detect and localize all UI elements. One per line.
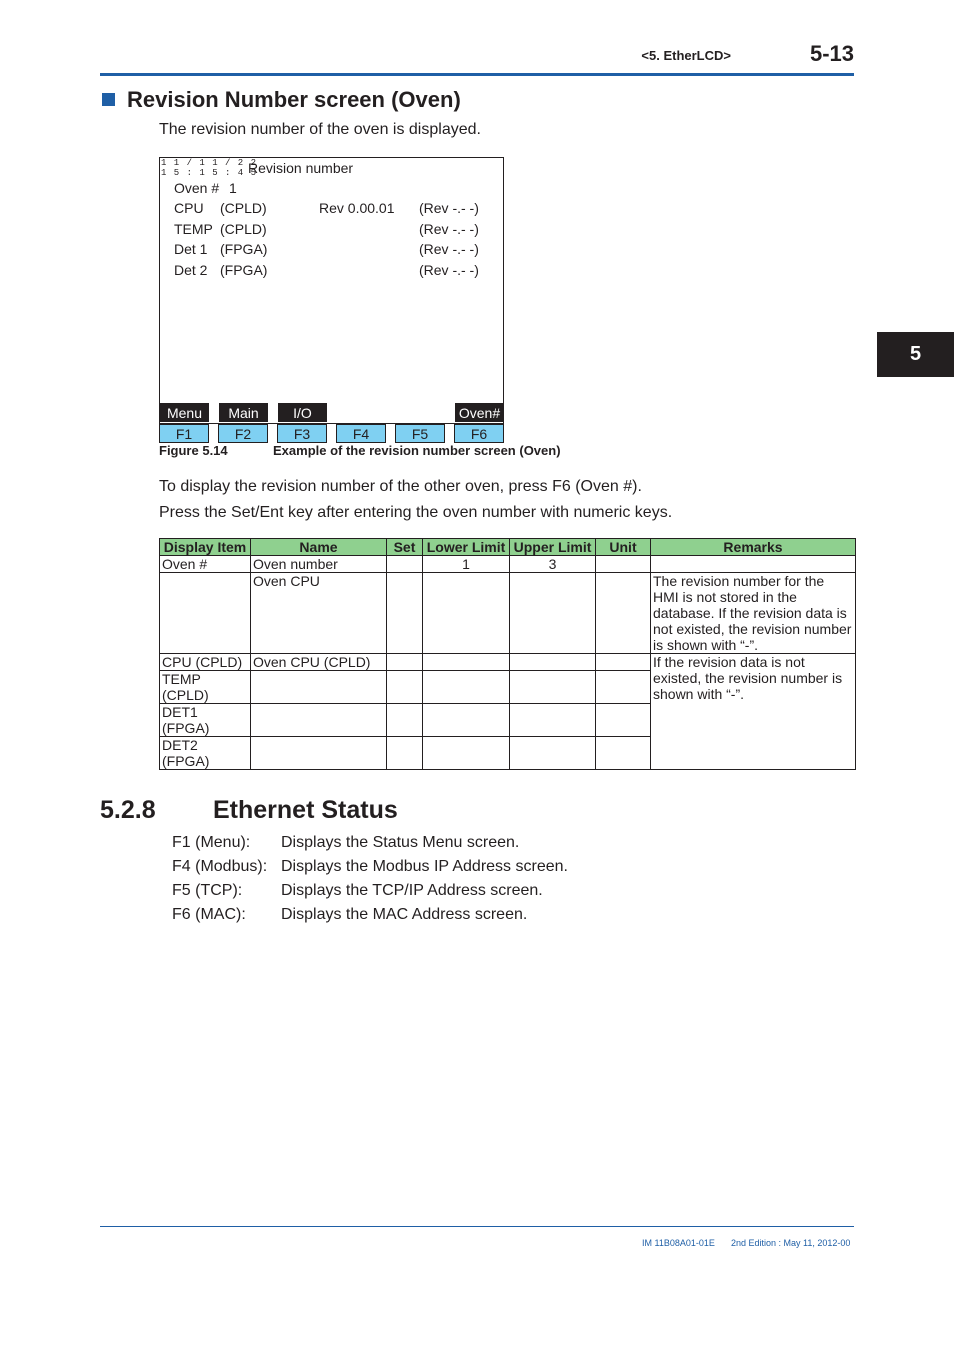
table-cell: Oven CPU (CPLD) bbox=[251, 654, 387, 671]
table-cell bbox=[387, 671, 423, 704]
table-cell bbox=[387, 654, 423, 671]
oven-value: 1 bbox=[229, 180, 237, 196]
table-row bbox=[160, 573, 856, 654]
footer-edition: 2nd Edition : May 11, 2012-00 bbox=[731, 1238, 851, 1248]
table-cell bbox=[387, 556, 423, 573]
screen-row-name: TEMP bbox=[174, 221, 213, 237]
table-cell: Oven # bbox=[160, 556, 251, 573]
table-cell bbox=[651, 556, 856, 573]
command-description: Displays the Modbus IP Address screen. bbox=[281, 858, 568, 875]
command-key: F6 (MAC): bbox=[172, 906, 246, 923]
table-row bbox=[160, 556, 856, 573]
table-cell bbox=[510, 737, 596, 770]
table-cell bbox=[423, 704, 510, 737]
lcd-screen-frame bbox=[159, 157, 504, 424]
table-cell bbox=[596, 737, 651, 770]
table-cell: Oven number bbox=[251, 556, 387, 573]
command-key: F5 (TCP): bbox=[172, 882, 243, 899]
table-cell bbox=[596, 654, 651, 671]
table-cell bbox=[596, 573, 651, 654]
command-key: F4 (Modbus): bbox=[172, 858, 268, 875]
table-cell bbox=[251, 704, 387, 737]
softkey-io[interactable]: I/O bbox=[278, 403, 327, 422]
footer-doc-number: IM 11B08A01-01E bbox=[642, 1238, 715, 1248]
body-paragraph: To display the revision number of the other oven, press F6 (Oven #). bbox=[159, 478, 642, 495]
f3-key[interactable]: F3 bbox=[277, 424, 327, 443]
table-cell bbox=[510, 654, 596, 671]
softkey-main[interactable]: Main bbox=[219, 403, 268, 422]
table-cell bbox=[510, 704, 596, 737]
table-cell bbox=[596, 556, 651, 573]
table-cell bbox=[423, 671, 510, 704]
table-header-row bbox=[160, 539, 856, 556]
column-header: Lower Limit bbox=[423, 539, 510, 556]
screen-row-rev: (Rev -.- -) bbox=[419, 200, 479, 216]
column-header: Set bbox=[387, 539, 423, 556]
f6-key[interactable]: F6 bbox=[454, 424, 504, 443]
table-cell bbox=[596, 704, 651, 737]
screen-clock bbox=[161, 158, 257, 178]
table-cell bbox=[423, 737, 510, 770]
intro-paragraph: The revision number of the oven is displayed. bbox=[159, 121, 481, 138]
figure-number: Figure 5.14 bbox=[159, 443, 228, 458]
screen-row-rev: (Rev -.- -) bbox=[419, 262, 479, 278]
command-description: Displays the Status Menu screen. bbox=[281, 834, 520, 851]
screen-row-type: (FPGA) bbox=[220, 262, 268, 278]
table-cell: If the revision data is not existed, the revision number is shown with “-”. bbox=[651, 654, 856, 770]
screen-row-type: (FPGA) bbox=[220, 241, 268, 257]
section-square-icon bbox=[102, 93, 115, 106]
column-header: Unit bbox=[596, 539, 651, 556]
table-cell bbox=[510, 573, 596, 654]
screen-row-name: CPU bbox=[174, 200, 204, 216]
command-description: Displays the MAC Address screen. bbox=[281, 906, 528, 923]
screen-title: Revision number bbox=[248, 160, 354, 176]
section-title: Revision Number screen (Oven) bbox=[127, 87, 461, 112]
footer-rule bbox=[100, 1226, 854, 1227]
subsection-number: 5.2.8 bbox=[100, 796, 156, 824]
header-rule bbox=[100, 73, 854, 76]
chapter-tab: 5 bbox=[877, 332, 954, 377]
figure-caption: Example of the revision number screen (Oven) bbox=[273, 443, 561, 458]
body-paragraph: Press the Set/Ent key after entering the oven number with numeric keys. bbox=[159, 504, 673, 521]
command-description: Displays the TCP/IP Address screen. bbox=[281, 882, 543, 899]
f4-key[interactable]: F4 bbox=[336, 424, 386, 443]
table-cell: Oven CPU bbox=[251, 573, 387, 654]
screen-row-name: Det 2 bbox=[174, 262, 208, 278]
table-cell: TEMP (CPLD) bbox=[160, 671, 251, 704]
table-cell bbox=[510, 671, 596, 704]
f1-key[interactable]: F1 bbox=[159, 424, 209, 443]
f5-key[interactable]: F5 bbox=[395, 424, 445, 443]
table-cell: 3 bbox=[510, 556, 596, 573]
screen-row-rev: (Rev -.- -) bbox=[419, 241, 479, 257]
table-cell bbox=[387, 737, 423, 770]
table-cell: CPU (CPLD) bbox=[160, 654, 251, 671]
table-cell bbox=[387, 704, 423, 737]
column-header: Upper Limit bbox=[510, 539, 596, 556]
table-cell bbox=[596, 671, 651, 704]
table-cell bbox=[423, 573, 510, 654]
screen-row-value: Rev 0.00.01 bbox=[319, 200, 395, 216]
table-cell bbox=[251, 737, 387, 770]
table-cell bbox=[160, 573, 251, 654]
command-key: F1 (Menu): bbox=[172, 834, 251, 851]
softkey-oven[interactable]: Oven# bbox=[455, 403, 504, 422]
table-cell bbox=[387, 573, 423, 654]
page-number: 5-13 bbox=[809, 41, 854, 66]
softkey-menu[interactable]: Menu bbox=[160, 403, 209, 422]
table-cell: The revision number for the HMI is not stored in the database. If the revision data is not existed, the revision number is shown with “-”. bbox=[651, 573, 856, 654]
parameter-table bbox=[159, 538, 856, 770]
screen-row-rev: (Rev -.- -) bbox=[419, 221, 479, 237]
table-cell: 1 bbox=[423, 556, 510, 573]
table-cell bbox=[423, 654, 510, 671]
screen-row-name: Det 1 bbox=[174, 241, 208, 257]
oven-label: Oven # bbox=[174, 180, 220, 196]
column-header: Name bbox=[251, 539, 387, 556]
table-row bbox=[160, 654, 856, 671]
column-header: Display Item bbox=[160, 539, 251, 556]
table-cell: DET2 (FPGA) bbox=[160, 737, 251, 770]
clock-date: 1 1 / 1 1 / 2 2 bbox=[161, 158, 258, 168]
f2-key[interactable]: F2 bbox=[218, 424, 268, 443]
screen-row-type: (CPLD) bbox=[220, 221, 267, 237]
screen-row-type: (CPLD) bbox=[220, 200, 267, 216]
subsection-title: Ethernet Status bbox=[213, 796, 398, 824]
section-label: <5. EtherLCD> bbox=[641, 48, 731, 63]
table-cell bbox=[251, 671, 387, 704]
column-header: Remarks bbox=[651, 539, 856, 556]
clock-time: 1 5 : 1 5 : 4 5 bbox=[161, 168, 258, 178]
table-cell: DET1 (FPGA) bbox=[160, 704, 251, 737]
